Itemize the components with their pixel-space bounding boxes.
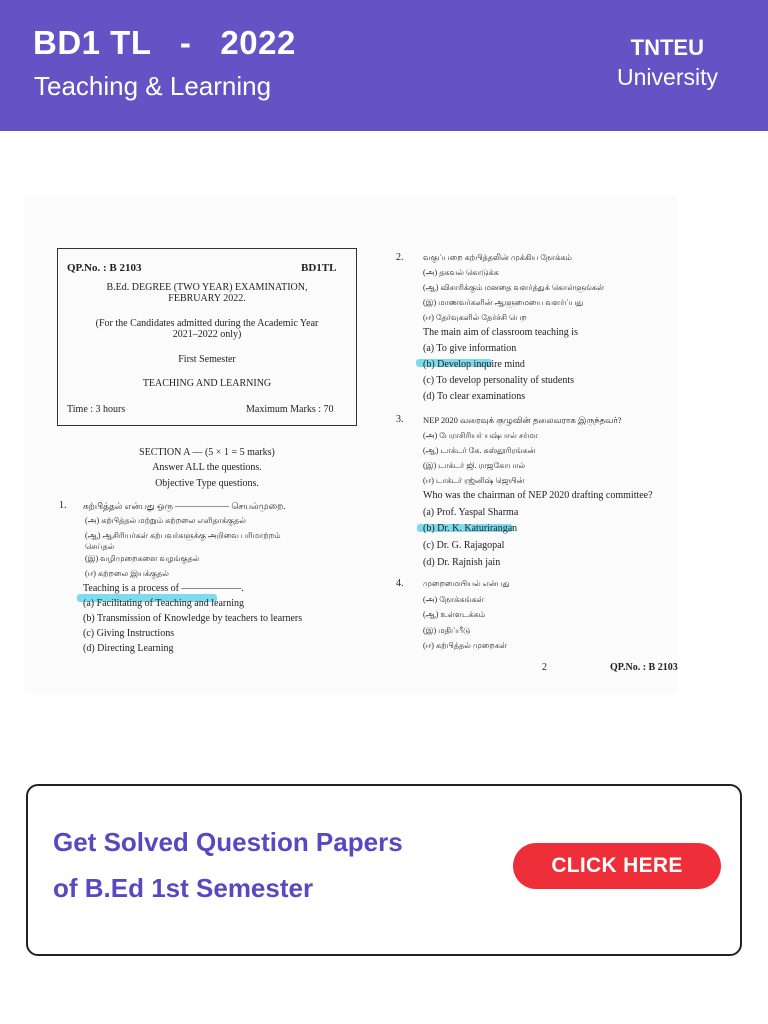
option-english: (a) Facilitating of Teaching and learning [83, 598, 245, 609]
semester-label: First Semester [178, 354, 236, 365]
option-tamil: (ஈ) தேர்வுகளில் தேர்ச்சி பெற [423, 313, 527, 322]
question-tamil: வகுப்பறை கற்பித்தலின் முக்கிய நோக்கம் [423, 253, 572, 262]
promo-heading-line2: of B.Ed 1st Semester [53, 873, 314, 903]
option-english: (a) Prof. Yaspal Sharma [423, 507, 519, 518]
option-english: (b) Dr. K. Katurirangan [423, 523, 518, 534]
university-name: TNTEU [630, 35, 704, 60]
time-label: Time : 3 hours [67, 404, 126, 415]
question-paper-scan [25, 196, 677, 694]
option-tamil: (ஆ) டாக்டர் கே. கஸ்தூரிரங்கன் [423, 446, 536, 455]
option-tamil: (இ) டாக்டர் ஜி. ராஜகோபால் [423, 461, 526, 470]
option-tamil: (அ) கற்பித்தல் மற்றும் கற்றலை எளிதாக்குதல் [85, 516, 246, 525]
qp-number: QP.No. : B 2103 [67, 262, 142, 274]
question-tamil: NEP 2020 வரைவுக் குழுவின் தலைவராக இருந்தவர்? [423, 415, 622, 425]
question-type: Objective Type questions. [155, 478, 259, 489]
course-code-title: BD1 TL - 2022 [33, 24, 296, 61]
option-tamil: (ஆ) உள்ளடக்கம் [423, 610, 486, 619]
option-english: (c) Giving Instructions [83, 628, 175, 639]
option-tamil: (அ) பேராசிரியர் யஷ்பால் சர்மா [423, 431, 539, 440]
option-tamil: (இ) வழிமுறைகளை வழங்குதல் [85, 554, 200, 563]
option-tamil: (அ) தகவல் கொடுக்க [423, 268, 499, 277]
option-tamil: (இ) மதிப்பீடு [423, 626, 471, 635]
option-english: (b) Transmission of Knowledge by teachers to learners [83, 613, 303, 624]
section-instruction: Answer ALL the questions. [152, 462, 262, 473]
section-heading: SECTION A — (5 × 1 = 5 marks) [139, 447, 275, 458]
candidates-year: 2021–2022 only) [172, 329, 242, 340]
candidates-note: (For the Candidates admitted during the Academic Year [95, 318, 319, 329]
paper-code: BD1TL [301, 262, 337, 274]
exam-title: B.Ed. DEGREE (TWO YEAR) EXAMINATION, [106, 282, 308, 293]
option-tamil: (ஆ) ஆசிரியர்கள் கற்பவர்களுக்கு அறிவை பரிமாற்றம் [85, 531, 281, 540]
max-marks-label: Maximum Marks : 70 [246, 404, 334, 415]
option-tamil: செய்தல் [85, 542, 115, 551]
option-tamil: (ஈ) டாக்டர் ரஜ்னிஷ் ஜெயின் [423, 476, 525, 485]
course-subtitle: Teaching & Learning [34, 71, 272, 101]
click-here-button[interactable]: CLICK HERE [513, 843, 721, 889]
question-english: Who was the chairman of NEP 2020 drafting committee? [423, 490, 653, 501]
option-english: (a) To give information [423, 343, 517, 354]
option-tamil: (அ) நோக்கங்கள் [423, 595, 484, 604]
option-english: (c) To develop personality of students [423, 375, 575, 386]
question-english: Teaching is a process of ——————. [83, 583, 244, 594]
subject-label: TEACHING AND LEARNING [142, 378, 272, 389]
promo-heading-line1: Get Solved Question Papers [53, 827, 403, 857]
footer-qp-number: QP.No. : B 2103 [610, 662, 678, 673]
question-english: The main aim of classroom teaching is [423, 327, 578, 338]
option-english: (c) Dr. G. Rajagopal [423, 540, 505, 551]
university-label: University [617, 64, 718, 90]
header-banner [0, 0, 768, 131]
promo-card [26, 784, 742, 956]
question-number: 4. [396, 578, 404, 589]
option-tamil: (ஈ) கற்பித்தல் முறைகள் [423, 641, 508, 650]
option-tamil: (ஈ) கற்றலை இயக்குதல் [85, 569, 169, 578]
option-english: (b) Develop inquire mind [423, 359, 525, 370]
option-english: (d) Dr. Rajnish jain [423, 557, 501, 568]
option-tamil: (ஆ) விசாரிக்கும் மனதை வளர்த்துக் கொள்ளுங்கள் [423, 283, 605, 292]
option-english: (d) Directing Learning [83, 643, 174, 654]
question-tamil: முறைமையியல் என்பது [423, 579, 510, 588]
option-english: (d) To clear examinations [423, 391, 526, 402]
question-tamil: கற்பித்தல் என்பது ஒரு —————— செயல்முறை. [83, 501, 286, 511]
exam-date: FEBRUARY 2022. [168, 293, 246, 304]
question-number: 2. [396, 252, 404, 263]
question-number: 1. [59, 500, 67, 511]
option-tamil: (இ) மாணவர்களின் ஆளுமையை வளர்ப்பது [423, 298, 584, 307]
page-number: 2 [542, 662, 547, 673]
question-number: 3. [396, 414, 404, 425]
